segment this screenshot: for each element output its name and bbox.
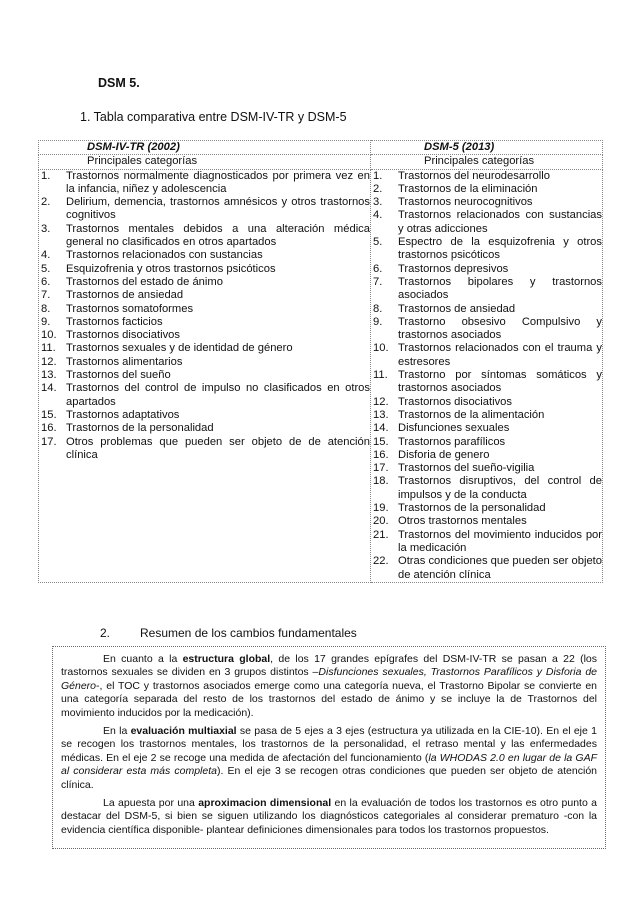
section-2-heading bbox=[100, 626, 357, 640]
dsm4-list-item bbox=[39, 369, 370, 382]
section-1-heading: 1. Tabla comparativa entre DSM-IV-TR y DSM-5 bbox=[80, 110, 347, 124]
dsm5-list-item bbox=[371, 170, 602, 183]
list-item-number: 12. bbox=[373, 395, 389, 408]
document-title: DSM 5. bbox=[98, 76, 140, 90]
list-item-number: 22. bbox=[373, 555, 389, 568]
list-item-text: Trastorno obsesivo Compulsivo y trastornos asociados bbox=[398, 315, 602, 342]
list-item-text: Trastornos de ansiedad bbox=[66, 289, 184, 302]
dsm5-list-item bbox=[371, 409, 602, 422]
list-item-text: Otras condiciones que pueden ser objeto de atención clínica bbox=[398, 555, 602, 581]
table-header-row bbox=[39, 141, 603, 155]
dsm4-list-item bbox=[39, 422, 370, 435]
list-item-text: Trastornos del movimiento inducidos por la medicación bbox=[398, 528, 602, 554]
list-item-text: Trastornos del sueño bbox=[66, 369, 171, 382]
list-item-text: Trastornos neurocognitivos bbox=[398, 196, 533, 209]
list-item-text: Esquizofrenia y otros trastornos psicóticos bbox=[66, 262, 276, 275]
list-item-number: 14. bbox=[41, 382, 57, 395]
p2-italic: la WHODAS 2.0 en lugar de la GAF al considerar esta más completa bbox=[61, 751, 597, 778]
list-item-number: 9. bbox=[373, 315, 383, 328]
section-2-title: Resumen de los cambios fundamentales bbox=[140, 626, 357, 640]
list-item-number: 10. bbox=[373, 342, 389, 355]
dsm4-list-item bbox=[39, 196, 370, 223]
p2-text-e: ). En el eje 3 se recogen otras condiciones que pueden ser objeto de atención clínica. bbox=[61, 765, 597, 791]
dsm4-list-item bbox=[39, 316, 370, 329]
dsm5-list-item bbox=[371, 369, 602, 396]
list-item-text: Trastornos relacionados con el trauma y estresores bbox=[398, 342, 602, 368]
dsm4-list-item bbox=[39, 223, 370, 250]
dsm4-list-item bbox=[39, 249, 370, 262]
list-item-number: 4. bbox=[41, 249, 51, 262]
dsm5-list-item bbox=[371, 502, 602, 515]
list-item-text: Trastornos adaptativos bbox=[66, 408, 180, 421]
p1-bold: estructura global bbox=[182, 653, 271, 665]
list-item-text: Trastornos del sueño-vigilia bbox=[398, 462, 535, 475]
list-item-number: 13. bbox=[373, 408, 389, 421]
dsm5-list-item bbox=[371, 436, 602, 449]
list-item-text: Trastornos de la personalidad bbox=[66, 422, 214, 435]
dsm5-list-item bbox=[371, 515, 602, 528]
list-item-number: 11. bbox=[41, 342, 56, 355]
list-item-number: 3. bbox=[373, 196, 383, 209]
list-item-number: 1. bbox=[41, 169, 51, 182]
p1-text-c: , de los 17 grandes epígrafes del DSM-IV-TR se pasan a 22 (los trastornos sexuales se dividen en 3 grupos distintos – bbox=[61, 653, 598, 679]
p3-text-c: en la evaluación de todos los trastornos es otro punto a destacar del DSM-5, si bien se siguen utilizando los diagnósticos categoriales al considerar prematuro -con la evidencia científica disponible- plantear definiciones dimensionales para todos los trastornos propuestos. bbox=[61, 797, 597, 836]
list-item-text: Trastornos disruptivos, del control de impulsos y de la conducta bbox=[398, 475, 602, 501]
list-item-text: Trastornos bipolares y trastornos asociados bbox=[398, 275, 602, 302]
list-item-number: 16. bbox=[41, 422, 57, 435]
list-item-number: 17. bbox=[373, 462, 389, 475]
list-item-text: Trastornos de la personalidad bbox=[398, 502, 546, 515]
dsm5-list-item bbox=[371, 316, 602, 343]
dsm5-list-item bbox=[371, 555, 602, 582]
list-item-number: 10. bbox=[41, 329, 57, 342]
dsm4-list-item bbox=[39, 303, 370, 316]
dsm4-list-item bbox=[39, 342, 370, 355]
list-item-number: 2. bbox=[41, 196, 51, 209]
dsm4-list-item bbox=[39, 289, 370, 302]
list-item-number: 13. bbox=[41, 369, 57, 382]
dsm5-list-item bbox=[371, 422, 602, 435]
list-item-number: 9. bbox=[41, 315, 51, 328]
list-item-number: 7. bbox=[41, 289, 51, 302]
dsm5-list-item bbox=[371, 236, 602, 263]
list-item-number: 7. bbox=[373, 275, 383, 288]
list-item-text: Trastornos relacionados con sustancias y otras adicciones bbox=[398, 209, 602, 235]
dsm5-list-item bbox=[371, 529, 602, 556]
list-item-number: 15. bbox=[373, 435, 389, 448]
list-item-text: Trastornos disociativos bbox=[66, 329, 180, 342]
dsm4-list-item bbox=[39, 356, 370, 369]
dsm5-list-item bbox=[371, 342, 602, 369]
p3-text-a: La apuesta por una bbox=[103, 797, 199, 810]
list-item-number: 1. bbox=[373, 169, 383, 182]
list-item-text: Otros trastornos mentales bbox=[398, 515, 527, 528]
list-item-text: Trastornos alimentarios bbox=[66, 355, 183, 368]
dsm4-list-item bbox=[39, 409, 370, 422]
summary-box bbox=[52, 646, 606, 849]
p1-italic: Disfunciones sexuales, Trastornos Parafílicos y Disforia de Género bbox=[61, 666, 598, 692]
summary-paragraph-3 bbox=[61, 797, 597, 837]
list-item-text: Trastornos sexuales y de identidad de género bbox=[66, 342, 293, 355]
list-item-text: Trastornos depresivos bbox=[398, 262, 509, 275]
list-item-number: 3. bbox=[41, 222, 51, 235]
p3-bold: aproximacion dimensional bbox=[198, 797, 332, 810]
list-item-number: 5. bbox=[373, 236, 383, 249]
dsm5-list-item bbox=[371, 396, 602, 409]
list-item-number: 18. bbox=[373, 475, 389, 488]
list-item-text: Trastornos somatoformes bbox=[66, 302, 194, 315]
list-item-number: 12. bbox=[41, 355, 57, 368]
p2-text-c: se pasa de 5 ejes a 3 ejes (estructura ya utilizada en la CIE-10). En el eje 1 se recogen los trastornos mentales, los trastornos de la personalidad, el retraso mental y las enfermedades médicas. En el eje 2 se recoge una medida de afectación del funcionamiento ( bbox=[61, 725, 597, 764]
summary-paragraph-1 bbox=[61, 653, 597, 720]
dsm4-category-label: Principales categorías bbox=[39, 155, 371, 169]
list-item-text: Trastornos relacionados con sustancias bbox=[66, 249, 263, 262]
comparison-table bbox=[38, 140, 603, 583]
list-item-text: Trastornos normalmente diagnosticados por primera vez en la infancia, niñez y adolescencia bbox=[66, 169, 370, 195]
dsm5-list-item bbox=[371, 196, 602, 209]
dsm4-header: DSM-IV-TR (2002) bbox=[39, 141, 371, 155]
table-category-row bbox=[39, 155, 603, 169]
dsm5-list-item bbox=[371, 449, 602, 462]
list-item-number: 6. bbox=[373, 262, 383, 275]
list-item-text: Trastornos de la eliminación bbox=[398, 182, 538, 195]
list-item-number: 5. bbox=[41, 262, 51, 275]
list-item-text: Trastornos del estado de ánimo bbox=[66, 275, 223, 288]
list-item-number: 11. bbox=[373, 369, 388, 382]
dsm4-list-item bbox=[39, 329, 370, 342]
p1-text-a: En cuanto a la bbox=[103, 653, 183, 665]
list-item-text: Trastornos facticios bbox=[66, 315, 163, 328]
summary-paragraph-2 bbox=[61, 725, 597, 792]
list-item-text: Trastornos de ansiedad bbox=[398, 302, 516, 315]
list-item-text: Espectro de la esquizofrenia y otros trastornos psicóticos bbox=[398, 236, 602, 262]
list-item-number: 4. bbox=[373, 209, 383, 222]
dsm5-category-list bbox=[371, 169, 603, 582]
list-item-text: Trastornos del neurodesarrollo bbox=[398, 169, 550, 182]
list-item-number: 20. bbox=[373, 515, 389, 528]
list-item-number: 16. bbox=[373, 448, 389, 461]
list-item-text: Trastornos disociativos bbox=[398, 395, 512, 408]
list-item-number: 15. bbox=[41, 408, 57, 421]
list-item-text: Trastornos parafílicos bbox=[398, 435, 506, 448]
list-item-number: 21. bbox=[373, 528, 389, 541]
dsm4-list-item bbox=[39, 263, 370, 276]
list-item-text: Delirium, demencia, trastornos amnésicos y otros trastornos cognitivos bbox=[66, 196, 370, 222]
list-item-text: Otros problemas que pueden ser objeto de de atención clínica bbox=[66, 435, 370, 461]
dsm4-list-item bbox=[39, 436, 370, 463]
list-item-text: Disfunciones sexuales bbox=[398, 422, 510, 435]
list-item-text: Trastornos mentales debidos a una alteración médica general no clasificados en otros apartados bbox=[66, 222, 370, 249]
dsm5-list-item bbox=[371, 303, 602, 316]
dsm5-header: DSM-5 (2013) bbox=[371, 141, 603, 155]
dsm4-list-item bbox=[39, 382, 370, 409]
list-item-number: 17. bbox=[41, 435, 57, 448]
p2-text-a: En la bbox=[103, 725, 131, 738]
dsm5-category-label: Principales categorías bbox=[371, 155, 603, 169]
dsm4-list-item bbox=[39, 170, 370, 197]
list-item-number: 14. bbox=[373, 422, 389, 435]
list-item-text: Trastorno por síntomas somáticos y trastornos asociados bbox=[398, 369, 602, 395]
dsm4-list-item bbox=[39, 276, 370, 289]
section-2-number: 2. bbox=[100, 626, 111, 640]
p1-text-e: -, el TOC y trastornos asociados emerge como una categoría nueva, el Trastorno Bipolar se convierte en una categoría separada del resto de los trastornos del estado de ánimo y se incluye la de Trastornos del movimiento inducidos por la medicación). bbox=[61, 679, 597, 719]
dsm5-list-item bbox=[371, 462, 602, 475]
list-item-number: 8. bbox=[373, 302, 383, 315]
dsm5-list-item bbox=[371, 183, 602, 196]
list-item-text: Disforia de genero bbox=[398, 448, 490, 461]
list-item-number: 19. bbox=[373, 502, 389, 515]
list-item-number: 2. bbox=[373, 182, 383, 195]
list-item-text: Trastornos de la alimentación bbox=[398, 408, 545, 421]
p2-bold: evaluación multiaxial bbox=[130, 725, 237, 738]
dsm5-list-item bbox=[371, 209, 602, 236]
table-body-row bbox=[39, 169, 603, 582]
list-item-number: 8. bbox=[41, 302, 51, 315]
dsm5-list-item bbox=[371, 263, 602, 276]
dsm5-list-item bbox=[371, 276, 602, 303]
dsm5-list-item bbox=[371, 475, 602, 502]
dsm4-category-list bbox=[39, 169, 371, 582]
list-item-text: Trastornos del control de impulso no clasificados en otros apartados bbox=[66, 382, 370, 408]
list-item-number: 6. bbox=[41, 275, 51, 288]
